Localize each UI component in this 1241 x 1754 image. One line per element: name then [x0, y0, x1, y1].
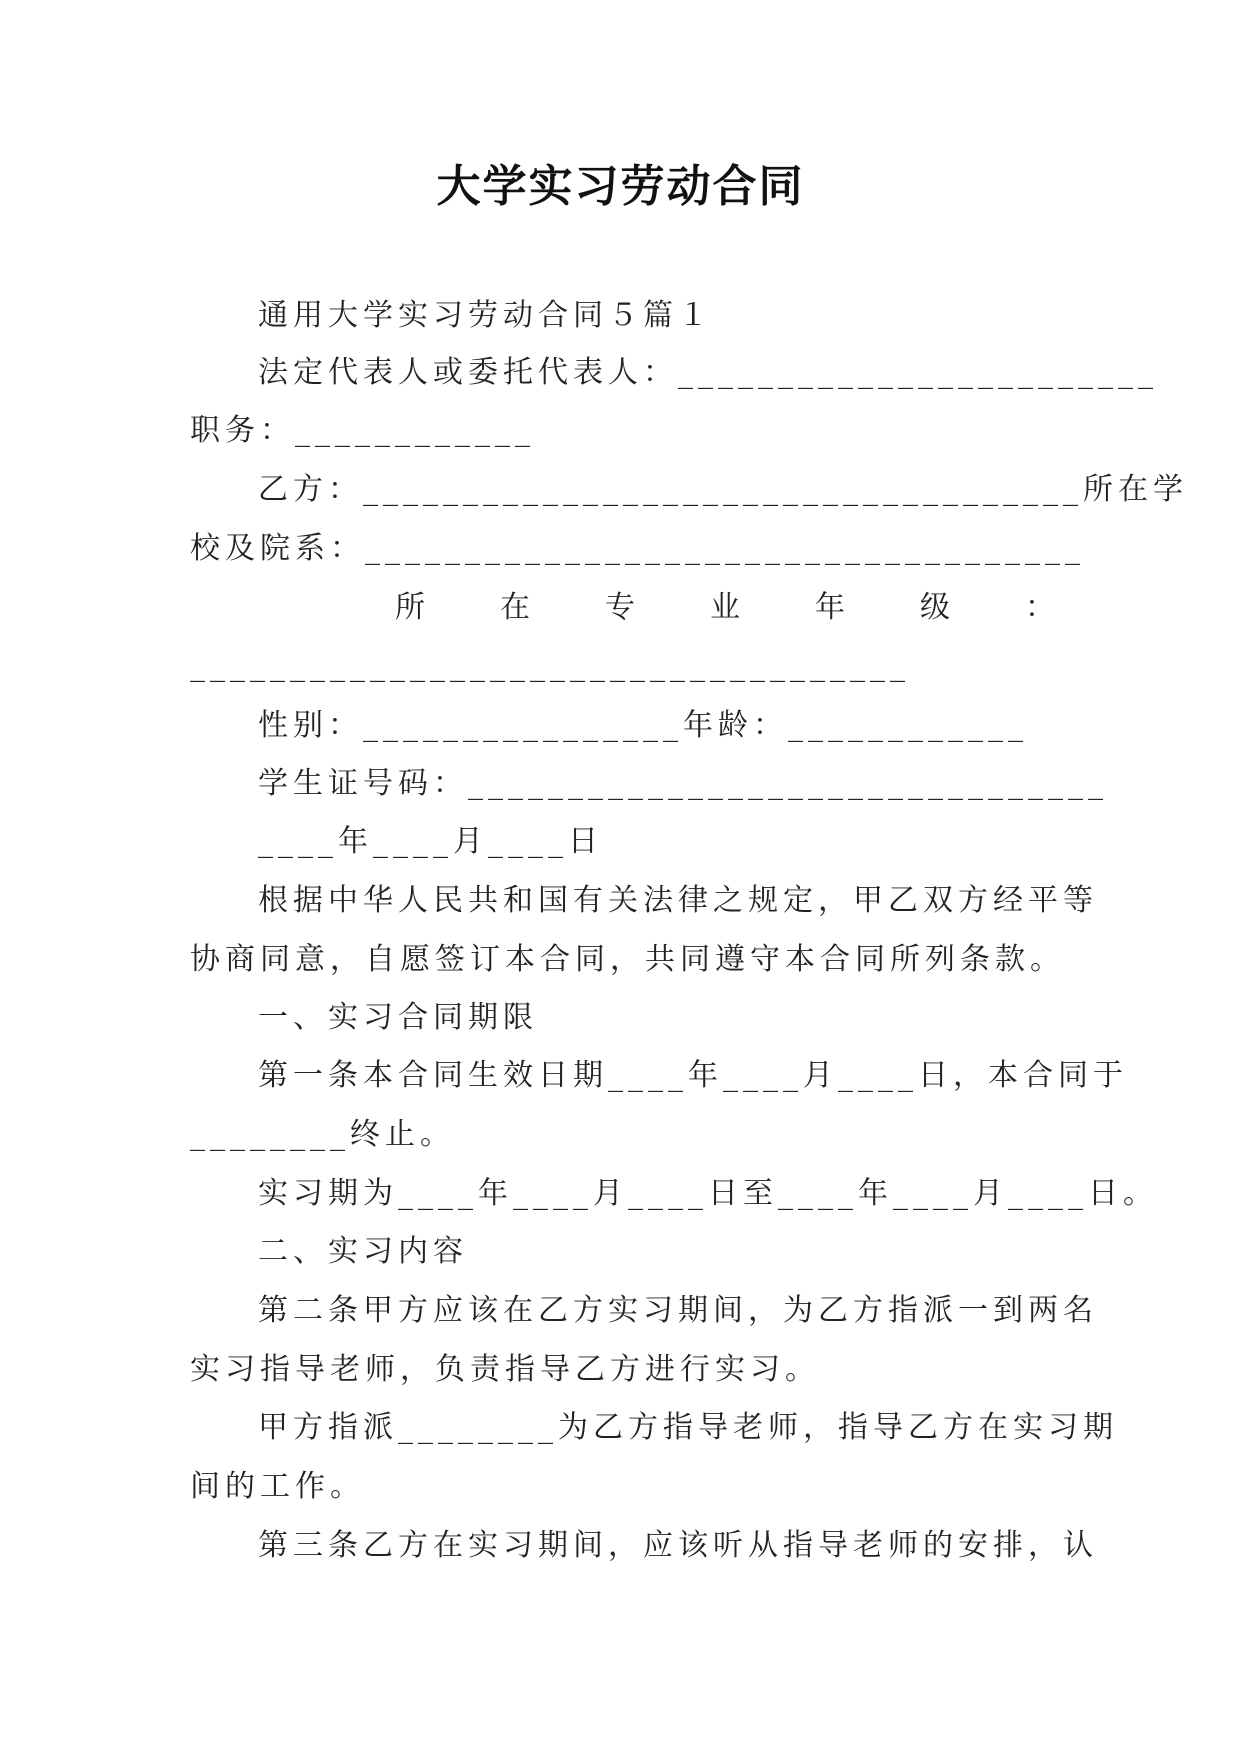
paragraph-line: 根据中华人民共和国有关法律之规定，甲乙双方经平等	[258, 883, 1098, 918]
section-heading: 一、实习合同期限	[258, 1000, 538, 1035]
student-id-line: 学生证号码：________________________________	[258, 766, 1108, 801]
gender-age-line: 性别：________________年龄：____________	[258, 708, 1028, 743]
date-line: ____年____月____日	[258, 824, 603, 859]
article-line: 第二条甲方应该在乙方实习期间，为乙方指派一到两名	[258, 1293, 1098, 1328]
major-grade-char: 在	[500, 590, 530, 625]
article-line: 实习指导老师，负责指导乙方进行实习。	[190, 1352, 820, 1387]
major-grade-char: ：	[1025, 590, 1055, 625]
position-line: 职务：____________	[190, 413, 535, 448]
article-line: 甲方指派________为乙方指导老师，指导乙方在实习期	[258, 1410, 1118, 1445]
article-line: 第一条本合同生效日期____年____月____日，本合同于	[258, 1058, 1128, 1093]
article-line: 间的工作。	[190, 1469, 365, 1504]
article-line: ________终止。	[190, 1117, 455, 1152]
major-grade-line	[395, 588, 1055, 628]
party-b-line: 乙方：____________________________________所在学	[258, 472, 1188, 507]
paragraph-line: 协商同意，自愿签订本合同，共同遵守本合同所列条款。	[190, 942, 1065, 977]
major-grade-char: 业	[710, 590, 740, 625]
major-grade-char: 所	[395, 590, 425, 625]
major-grade-char: 年	[815, 590, 845, 625]
school-department-line: 校及院系：____________________________________	[190, 531, 1085, 566]
section-heading: 二、实习内容	[258, 1234, 468, 1269]
major-grade-blank: ____________________________________	[190, 648, 910, 683]
legal-representative-line: 法定代表人或委托代表人：________________________	[258, 355, 1158, 390]
document-title: 大学实习劳动合同	[436, 161, 805, 212]
subtitle-line: 通用大学实习劳动合同５篇１	[258, 298, 713, 333]
internship-period-line: 实习期为____年____月____日至____年____月____日。	[258, 1176, 1158, 1211]
major-grade-char: 专	[605, 590, 635, 625]
article-line: 第三条乙方在实习期间，应该听从指导老师的安排，认	[258, 1528, 1098, 1563]
major-grade-char: 级	[920, 590, 950, 625]
